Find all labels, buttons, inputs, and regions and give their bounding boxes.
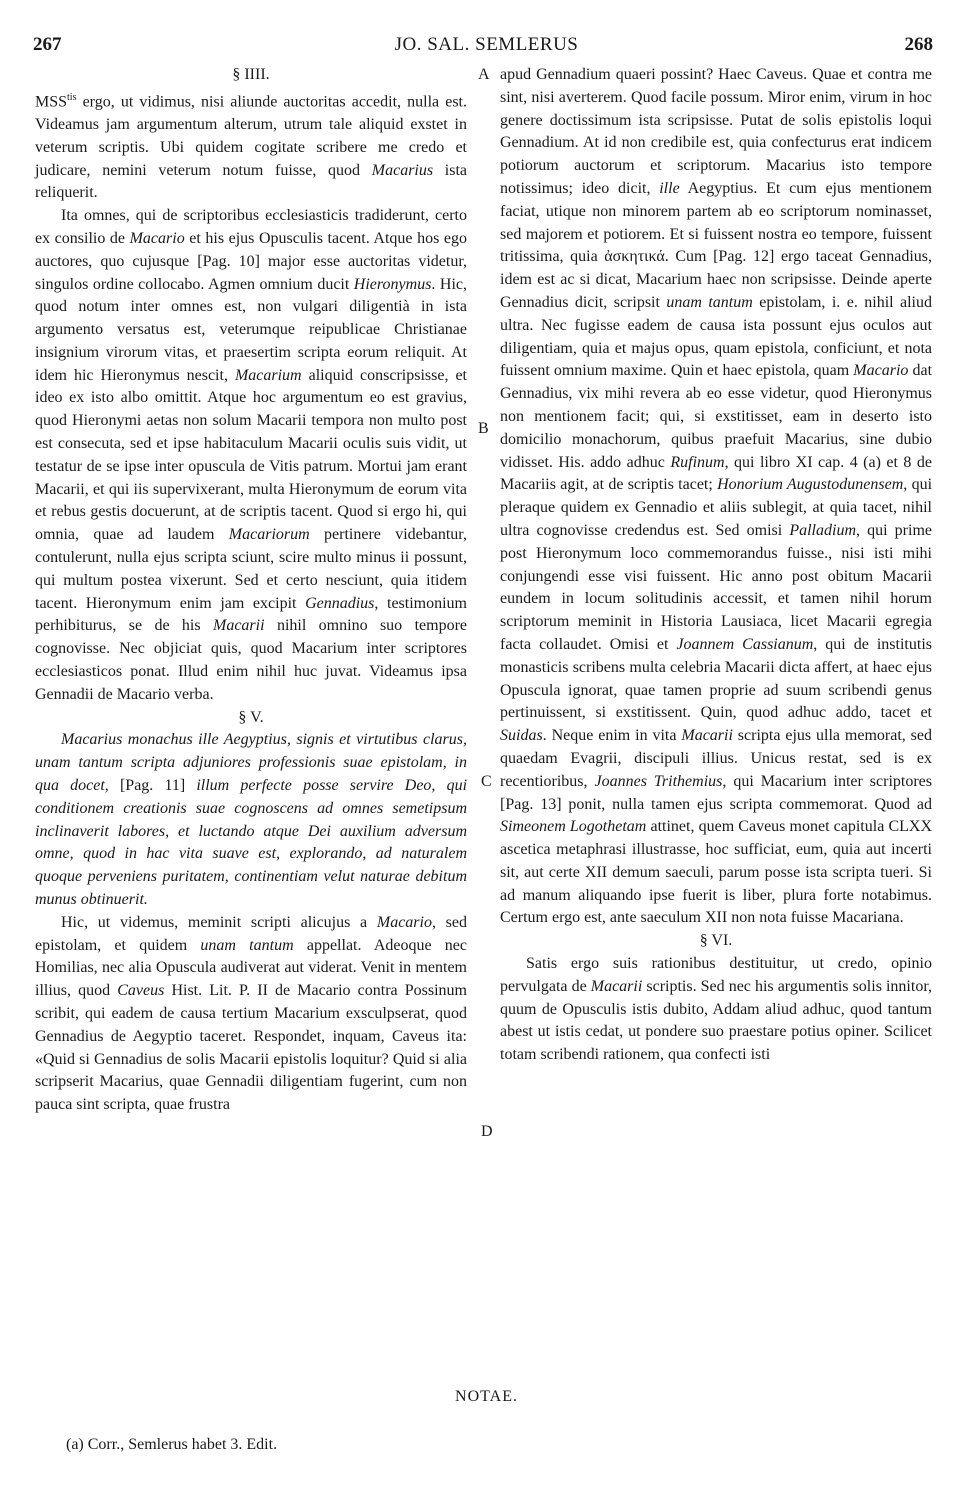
paragraph: $MSS^{tis}$ ergo, ut vidimus, nisi aliunde auctoritas accedit, nulla est. Videamus jam argumentum alterum, utrum tale aliquid exstet in veterum scriptis. Ubi quidem cogitate scribere me credo et judicare, nemini veterum notum fuisse, quod Macarius ista reliquerit. <box>35 91 468 202</box>
running-title: JO. SAL. SEMLERUS <box>394 34 579 55</box>
footnote: (a) Corr., Semlerus habet 3. Edit. <box>66 1436 278 1453</box>
notes-heading: NOTAE. <box>455 1388 518 1405</box>
page-number-right: 268 <box>904 34 933 55</box>
right-column <box>500 64 932 1067</box>
margin-marker-c: C <box>481 773 492 790</box>
margin-marker-a: A <box>478 66 490 83</box>
margin-marker-b: B <box>478 420 489 437</box>
quotation: Macarius monachus ille Aegyptius, signis et virtutibus clarus, unam tantum scripta adjuniores professionis suae epistolam, in qua docet, [Pag. 11] illum perfecte posse servire Deo, qui conditionem creationis suae cognoscens ad omnes semetipsum inclinaverit labores, et luctando atque Dei auxilium adversum omne, quod in hac vita suave est, explorando, ad naturalem quoque perveniens puritatem, continentiam velut naturae debitum munus obtinuerit. <box>35 731 468 909</box>
running-header <box>0 34 973 62</box>
paragraph: Ita omnes, qui de scriptoribus ecclesiasticis tradiderunt, certo ex consilio de Macario et his ejus Opusculis tacent. Atque hos ego auctores, quo cujusque [Pag. 10] major esse auctoritas videtur, singulos ordine collocabo. Agmen omnium ducit Hieronymus. Hic, quod notum inter omnes est, non vulgari diligentià in ista argumento versatus est, veterumque reipublicae Christianae insignium virorum vitas, et praesertim scripta eorum reliquit. At idem hic Hieronymus nescit, Macarium aliquid conscripsisse, et ideo ex isto albo omittit. Atque hoc argumentum eo est gravius, quod Hieronymi aetas non solum Macarii tempora non multo post est consecuta, sed et ipse habitaculum Macarii oculis suis vidit, ut testatur de se ipse inter opuscula de Vitis patrum. Mortui jam erant Macarii, et qui iis supervixerant, multa Hieronymum de eorum vita et rebus gestis docuerunt, at de scriptis tacent. Quod si ergo hi, qui omnia, quae ad laudem Macariorum pertinere videbantur, contulerunt, nulla ejus scripta sciunt, scire multo minus ii possunt, qui multum postea vixerunt. Sed et certo nesciunt, quia itidem tacent. Hieronymum enim jam excipit Gennadius, testimonium perhibiturus, se de his Macarii nihil omnino suo tempore cognovisse. Nec objiciat quis, quod Macarium inter scriptores ecclesiasticos ponat. Illud enim nihil huc juvat. Videamus ipsa Gennadii de Macario verba. <box>35 207 468 703</box>
page-number-left: 267 <box>33 34 62 55</box>
paragraph: Hic, ut videmus, meminit scripti alicujus a Macario, sed epistolam, et quidem unam tantum appellat. Adeoque nec Homilias, nec alia Opuscula audiverat aut viderat. Venit in mentem illius, quod Caveus Hist. Lit. P. II de Macario contra Possinum scribit, qui eadem de causa tertium Macarium exsculpserat, quod Gennadius de Aegyptio taceret. Respondet, inquam, Caveus ita: «Quid si Gennadius de solis Macarii epistolis loquitur? Quid si alia scripserit Macarius, quae Gennadii diligentiam fugerint, cum non pauca sint scripta, quae frustra <box>35 913 468 1114</box>
paragraph: apud Gennadium quaeri possint? Haec Caveus. Quae et contra me sint, nisi averterem. Quod facile possum. Miror enim, virum in hoc genere doctissimum ista scripsisse. Putat de solis epistolis loqui Gennadium. At id non credibile est, quia confecturus erat indicem potiorum auctorum et scriptorum. Macarius isto tempore notissimus; ideo dicit, ille Aegyptius. Et cum ejus mentionem faciat, utique non minorem partem ab eo scriptorum nominasset, sed majorem et potiorem. Et si fuissent nostra eo tempore, fuissent tritissima, quia ἀσκητικά. Cum [Pag. 12] ergo taceat Gennadius, idem est ac si dicat, Macarium haec non scripsisse. Deinde aperte Gennadius dicit, scripsit unam tantum epistolam, i. e. nihil aliud ultra. Nec fugisse eadem de causa ista possunt ejus oculos aut diligentiam, quia et majus opus, quam epistola, conficiunt, et nota fuissent omnium maxime. Quin et haec epistola, quam Macario dat Gennadius, vix mihi revera ab eo esse videtur, quod Hieronymus non mentionem facit; qui, si exstitisset, eam in deserto isto domicilio monachorum, quibus praefuit Macarius, sine dubio vidisset. His. addo adhuc Rufinum, qui libro XI cap. 4 (a) et 8 de Macariis agit, at de scriptis tacet; Honorium Augustodunensem, qui pleraque quidem ex Gennadio et aliis sublegit, at quia tacet, nihil ultra cognovisse credendus est. Sed omisi Palladium, qui prime post Hieronymum loco commemorandus fuisse., nisi isti mihi conjungendi esse visi fuissent. Hic anno post obitum Macarii eundem in locum solitudinis accessit, et tamen nihil horum scriptorum meminit in Historia Lausiaca, licet Macarii egregia facta collaudet. Omisi et Joannem Cassianum, qui de institutis monasticis scribens multa celebria Macarii dicta affert, at haec ejus Opuscula ignorat, quae tamen proprie ad suum scribendi genus pertinuissent, si exstitissent. Quin, quod adhuc addo, tacet et Suidas. Neque enim in vita Macarii scripta ejus ulla memorat, sed quaedam Evagrii, discipuli illius. Unicus restat, sed is ex recentioribus, Joannes Trithemius, qui Macarium inter scriptores [Pag. 13] ponit, nulla tamen ejus scripta commemorat. Quod ad Simeonem Logothetam attinet, quem Caveus monet capitula CLXX ascetica metaphrasi illustrasse, hoc sufficiat, eum, quia aut incerti sit, aut certe XII demum saeculi, parum posse ista scripta tueri. Si ad manum aliquando ipse fuerit is liber, plura forte notabimus. Certum ergo est, ante saeculum XII non nota fuisse Macariana. <box>500 66 933 927</box>
margin-marker-d: D <box>481 1123 493 1140</box>
left-column <box>35 64 467 1117</box>
section-heading-5: § V. <box>238 708 264 726</box>
section-heading-6: § VI. <box>699 932 733 950</box>
section-heading-4: § IIII. <box>232 66 270 83</box>
paragraph: Satis ergo suis rationibus destituitur, ut credo, opinio pervulgata de Macarii scriptis. Sed nec his argumentis solis innitor, quum de Opusculis istis dubito, Addam aliud adhuc, quod tantum abest ut istis cedat, ut pondere suo praestare potius opiner. Scilicet totam scribendi rationem, qua confecti isti <box>500 955 932 1064</box>
